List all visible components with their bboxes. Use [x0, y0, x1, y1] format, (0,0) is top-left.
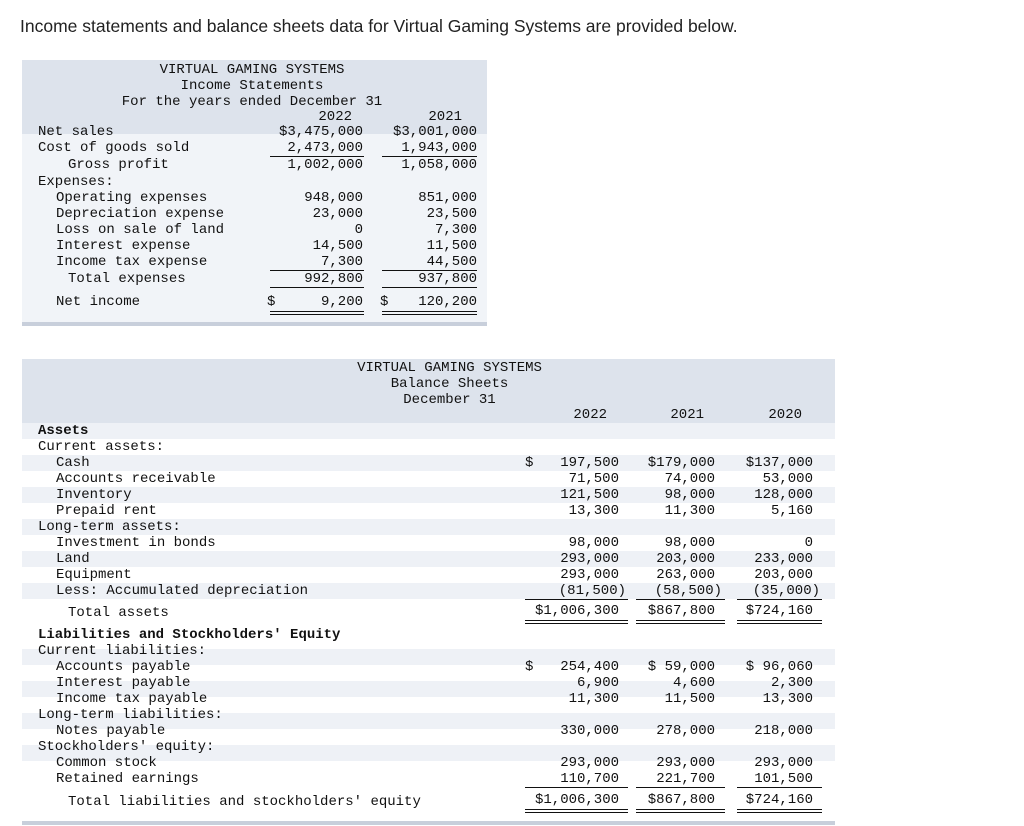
- balance-val-2022: 13,300: [568, 503, 619, 519]
- balance-col-2020: 2020: [768, 407, 802, 423]
- rule: [636, 599, 725, 600]
- balance-val-2021: 4,600: [672, 675, 715, 691]
- balance-val-2020: 101,500: [754, 771, 813, 787]
- balance-row-label: Less: Accumulated depreciation: [56, 583, 309, 599]
- balance-val-2022: (81,500): [558, 583, 626, 599]
- income-row-2021: $3,001,000: [392, 124, 477, 140]
- income-period: For the years ended December 31: [121, 94, 383, 110]
- income-row-2021: 1,943,000: [401, 140, 477, 156]
- balance-val-2020: 0: [804, 535, 813, 551]
- rule: [525, 787, 628, 788]
- income-row-2022: 9,200: [320, 294, 363, 310]
- income-row-2022: 948,000: [304, 190, 363, 206]
- balance-row-label: Equipment: [56, 567, 132, 583]
- balance-val-2022: 6,900: [576, 675, 619, 691]
- balance-val-2021: 203,000: [656, 551, 715, 567]
- balance-val-2022: 121,500: [560, 487, 619, 503]
- balance-row-label: Investment in bonds: [56, 535, 216, 551]
- double-rule: [737, 809, 822, 813]
- rule: [525, 599, 628, 600]
- income-row-2021: 7,300: [434, 222, 477, 238]
- balance-val-2022: 254,400: [560, 659, 619, 675]
- balance-val-2021: $ 59,000: [647, 659, 715, 675]
- rule: [270, 287, 364, 288]
- income-row-2022: 992,800: [304, 271, 363, 287]
- balance-row-label: Income tax payable: [56, 691, 208, 707]
- balance-val-2021: $179,000: [647, 455, 715, 471]
- section-heading-assets: Assets: [38, 423, 89, 439]
- balance-row-label: Accounts receivable: [56, 471, 216, 487]
- balance-row-label: Inventory: [56, 487, 132, 503]
- balance-val-2020: 2,300: [770, 675, 813, 691]
- balance-val-2022: 197,500: [560, 455, 619, 471]
- balance-val-2022: 98,000: [568, 535, 619, 551]
- balance-val-2020: $137,000: [745, 455, 813, 471]
- income-row-label: Total expenses: [68, 271, 186, 287]
- balance-val-2021: 278,000: [656, 723, 715, 739]
- intro-text: Income statements and balance sheets data for Virtual Gaming Systems are provided below.: [20, 16, 738, 36]
- balance-row-label: Interest payable: [56, 675, 191, 691]
- balance-val-2020: 5,160: [770, 503, 813, 519]
- balance-val-2021: (58,500): [654, 583, 722, 599]
- balance-val-2021: $867,800: [647, 792, 715, 808]
- balance-val-2020: 203,000: [754, 567, 813, 583]
- double-rule: [270, 311, 364, 315]
- balance-val-2020: 293,000: [754, 755, 813, 771]
- balance-val-2022: 293,000: [560, 567, 619, 583]
- income-row-2021: 23,500: [426, 206, 477, 222]
- balance-val-2022: $1,006,300: [534, 603, 619, 619]
- rule: [382, 287, 477, 288]
- balance-val-2020: 13,300: [762, 691, 813, 707]
- balance-bottom-bar: [22, 821, 835, 825]
- rule: [737, 787, 822, 788]
- balance-val-2021: 11,300: [664, 503, 715, 519]
- income-col-2021: 2021: [428, 109, 462, 125]
- income-dollar: $: [380, 294, 389, 310]
- balance-sheet-panel: [22, 359, 835, 826]
- double-rule: [525, 620, 628, 624]
- subsection-heading: Current assets:: [38, 439, 165, 455]
- balance-val-2020: $724,160: [745, 792, 813, 808]
- income-row-label: Expenses:: [38, 174, 114, 190]
- balance-col-2021: 2021: [670, 407, 704, 423]
- income-row-2022: 23,000: [312, 206, 363, 222]
- income-row-label: Income tax expense: [56, 254, 208, 270]
- balance-val-2020: $ 96,060: [745, 659, 813, 675]
- rule: [636, 787, 725, 788]
- balance-row-label: Cash: [56, 455, 90, 471]
- balance-row-label: Total liabilities and stockholders' equity: [68, 794, 421, 810]
- balance-val-2020: $724,160: [745, 603, 813, 619]
- income-bottom-bar: [22, 322, 487, 326]
- balance-row-label: Common stock: [56, 755, 157, 771]
- income-row-2021: 851,000: [418, 190, 477, 206]
- income-row-label: Gross profit: [68, 157, 169, 173]
- income-row-2022: 7,300: [320, 254, 363, 270]
- income-row-label: Net income: [56, 294, 141, 310]
- subsection-heading: Long-term assets:: [38, 519, 181, 535]
- income-row-2021: 937,800: [418, 271, 477, 287]
- income-row-2022: 0: [354, 222, 363, 238]
- balance-company: VIRTUAL GAMING SYSTEMS: [357, 360, 542, 376]
- subsection-heading: Long-term liabilities:: [38, 707, 223, 723]
- balance-col-2022: 2022: [573, 407, 607, 423]
- balance-val-2021: 221,700: [656, 771, 715, 787]
- balance-period: December 31: [403, 392, 496, 408]
- balance-row-label: Land: [56, 551, 90, 567]
- balance-row-label: Retained earnings: [56, 771, 199, 787]
- income-row-label: Cost of goods sold: [38, 140, 190, 156]
- double-rule: [382, 311, 477, 315]
- balance-val-2020: 53,000: [762, 471, 813, 487]
- balance-dollar: $: [525, 455, 534, 471]
- income-row-2021: 120,200: [418, 294, 477, 310]
- income-title: Income Statements: [180, 78, 324, 94]
- double-rule: [636, 809, 725, 813]
- double-rule: [525, 809, 628, 813]
- income-row-label: Operating expenses: [56, 190, 208, 206]
- balance-val-2020: 128,000: [754, 487, 813, 503]
- income-row-2021: 11,500: [426, 238, 477, 254]
- balance-val-2022: $1,006,300: [534, 792, 619, 808]
- income-dollar: $: [267, 294, 276, 310]
- balance-val-2020: 218,000: [754, 723, 813, 739]
- income-row-2021: 1,058,000: [401, 157, 477, 173]
- income-row-2022: 2,473,000: [287, 140, 363, 156]
- income-row-label: Loss on sale of land: [56, 222, 225, 238]
- income-statement-panel: [22, 60, 487, 330]
- balance-val-2021: 98,000: [664, 487, 715, 503]
- balance-val-2021: 98,000: [664, 535, 715, 551]
- income-row-label: Interest expense: [56, 238, 191, 254]
- balance-val-2022: 71,500: [568, 471, 619, 487]
- balance-row-label: Prepaid rent: [56, 503, 157, 519]
- balance-row-label: Total assets: [68, 605, 169, 621]
- income-row-2022: 1,002,000: [287, 157, 363, 173]
- balance-row-label: Notes payable: [56, 723, 166, 739]
- balance-dollar: $: [525, 659, 534, 675]
- stripe: [22, 423, 835, 439]
- balance-row-label: Accounts payable: [56, 659, 191, 675]
- double-rule: [636, 620, 725, 624]
- balance-val-2022: 11,300: [568, 691, 619, 707]
- balance-val-2022: 293,000: [560, 551, 619, 567]
- income-row-label: Depreciation expense: [56, 206, 225, 222]
- income-col-2022: 2022: [318, 109, 352, 125]
- double-rule: [737, 620, 822, 624]
- income-row-2022: $3,475,000: [278, 124, 363, 140]
- balance-val-2020: (35,000): [752, 583, 820, 599]
- balance-val-2022: 330,000: [560, 723, 619, 739]
- balance-val-2022: 293,000: [560, 755, 619, 771]
- balance-val-2021: 74,000: [664, 471, 715, 487]
- balance-val-2021: 11,500: [664, 691, 715, 707]
- balance-val-2021: $867,800: [647, 603, 715, 619]
- balance-val-2020: 233,000: [754, 551, 813, 567]
- income-company: VIRTUAL GAMING SYSTEMS: [159, 62, 345, 78]
- income-row-2021: 44,500: [426, 254, 477, 270]
- income-row-2022: 14,500: [312, 238, 363, 254]
- rule: [737, 599, 822, 600]
- balance-val-2022: 110,700: [560, 771, 619, 787]
- subsection-heading: Stockholders' equity:: [38, 739, 215, 755]
- balance-val-2021: 263,000: [656, 567, 715, 583]
- income-row-label: Net sales: [38, 124, 114, 140]
- balance-val-2021: 293,000: [656, 755, 715, 771]
- section-heading-liabilities: Liabilities and Stockholders' Equity: [38, 627, 341, 643]
- subsection-heading: Current liabilities:: [38, 643, 207, 659]
- balance-title: Balance Sheets: [390, 376, 509, 392]
